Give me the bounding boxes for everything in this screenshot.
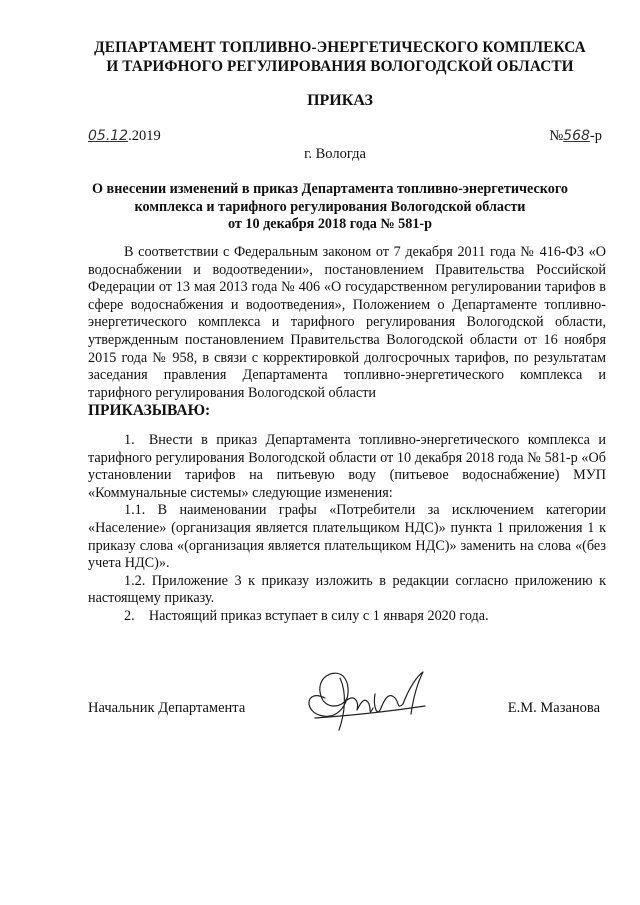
- handwritten-date: 05.12: [88, 128, 129, 144]
- date-year: .2019: [128, 128, 161, 144]
- document-subject: [80, 181, 580, 234]
- department-line-1: ДЕПАРТАМЕНТ ТОПЛИВНО-ЭНЕРГЕТИЧЕСКОГО КОМПЛЕКСА: [94, 39, 586, 56]
- item-1-1: 1.1. В наименовании графы «Потребители за исключением категории «Население» (организация является плательщиком НДС)» пункта 1 приложения 1 к приказу слова «(организация является плательщиком НДС)» заменить на слова «(без учета НДС)».: [88, 502, 606, 572]
- document-number: [549, 128, 602, 145]
- subject-line-2: комплекса и тарифного регулирования Вологодской области: [134, 198, 526, 215]
- order-items: [88, 432, 606, 626]
- item-1: 1. Внести в приказ Департамента топливно-энергетического комплекса и тарифного регулирования Вологодской области от 10 декабря 2018 года № 581-р «Об установлении тарифов на питьевую воду (питьевое водоснабжение) МУП «Коммунальные системы» следующие изменения:: [88, 431, 606, 501]
- signatory-title: Начальник Департамента: [88, 700, 246, 716]
- number-suffix: -р: [589, 128, 602, 144]
- subject-line-3: от 10 декабря 2018 года № 581-р: [227, 216, 433, 232]
- preamble-paragraph: В соответствии с Федеральным законом от 7 декабря 2011 года № 416-ФЗ «О водоснабжении и водоотведении», постановлением Правительства Российской Федерации от 13 мая 2013 года № 406 «О государственном регулировании тарифов в сфере водоснабжения и водоотведения», Положением о Департаменте топливно-энергетического комплекса и тарифного регулирования Вологодской области, утвержденным постановлением Правительства Вологодской области от 16 ноября 2015 года № 958, в связи с корректировкой долгосрочных тарифов, по результатам заседания правления Департамента топливно-энергетического комплекса и тарифного регулирования Вологодской области: [88, 244, 606, 401]
- department-header: [60, 38, 620, 76]
- document-date: [88, 128, 161, 145]
- document-type: ПРИКАЗ: [307, 92, 373, 109]
- item-1-2: 1.2. Приложение 3 к приказу изложить в редакции согласно приложению к настоящему приказу.: [88, 572, 606, 607]
- handwritten-signature: [285, 658, 445, 738]
- decree-word: ПРИКАЗЫВАЮ:: [88, 402, 211, 420]
- item-2: 2. Настоящий приказ вступает в силу с 1 января 2020 года.: [124, 607, 489, 624]
- department-line-2: И ТАРИФНОГО РЕГУЛИРОВАНИЯ ВОЛОГОДСКОЙ ОБЛАСТИ: [106, 58, 574, 75]
- signatory-name: Е.М. Мазанова: [507, 700, 600, 716]
- handwritten-number: 568: [563, 128, 590, 144]
- city: г. Вологда: [304, 146, 366, 162]
- document-body: [88, 244, 606, 625]
- number-prefix: №: [549, 128, 564, 144]
- subject-line-1: О внесении изменений в приказ Департамента топливно-энергетического: [91, 181, 569, 197]
